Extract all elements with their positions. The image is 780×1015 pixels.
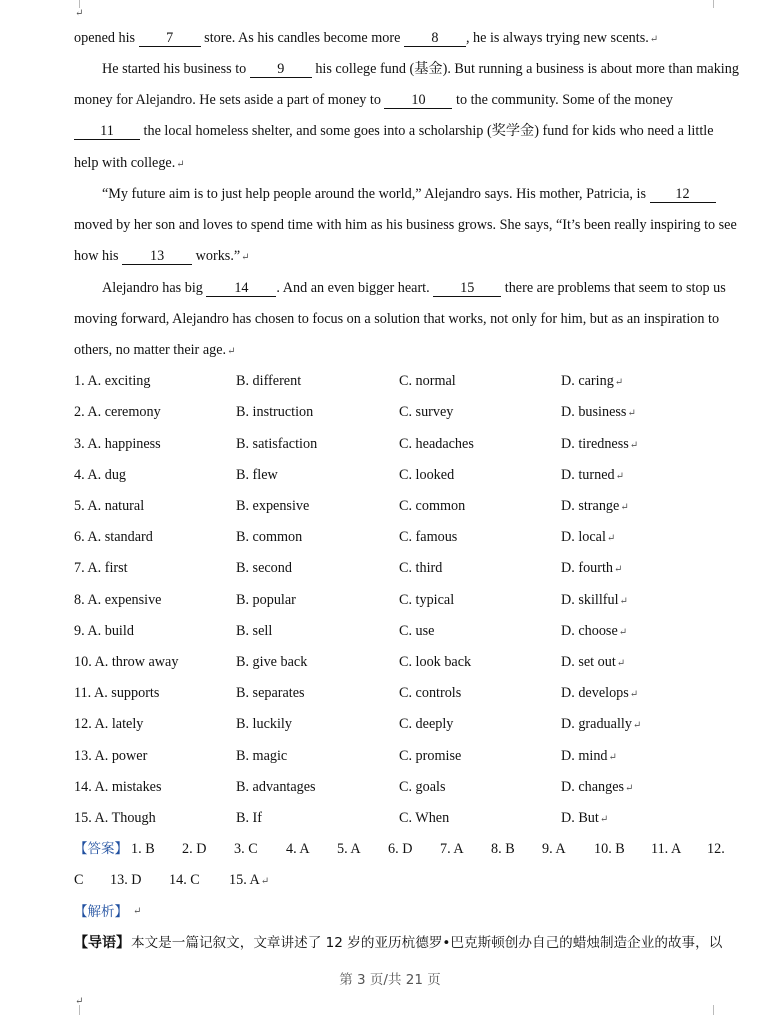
option-row <box>74 527 728 547</box>
page-corner-mark <box>69 1005 80 1015</box>
option-d: D. turned↵ <box>561 467 624 483</box>
answer-item: 4. A <box>286 841 310 857</box>
option-b: B. advantages <box>236 779 316 795</box>
guide-line <box>74 933 728 953</box>
paragraph-mark: ↵ <box>75 996 84 1007</box>
blank-8: 8 <box>404 30 466 47</box>
option-row <box>74 714 728 734</box>
option-c: C. headaches <box>399 436 474 452</box>
passage-line <box>102 278 728 298</box>
option-a: 10. A. throw away <box>74 654 179 670</box>
option-d: D. business↵ <box>561 404 636 420</box>
option-b: B. expensive <box>236 498 310 514</box>
option-c: C. When <box>399 810 450 826</box>
analysis-line <box>74 902 728 922</box>
text-run: “My future aim is to just help people around the world,” Alejandro says. His mother, Patricia, is <box>102 186 646 202</box>
option-row <box>74 621 728 641</box>
option-b: B. luckily <box>236 716 292 732</box>
option-b: B. magic <box>236 748 288 764</box>
option-b: B. separates <box>236 685 305 701</box>
option-row <box>74 402 728 422</box>
option-b: B. different <box>236 373 302 389</box>
text-run: Alejandro has big <box>102 280 203 296</box>
option-a: 11. A. supports <box>74 685 160 701</box>
answer-item: 12. <box>707 841 725 857</box>
text-run: works.” <box>195 248 241 264</box>
option-b: B. common <box>236 529 303 545</box>
option-d: D. But↵ <box>561 810 609 826</box>
paragraph-mark: ↵ <box>176 159 185 170</box>
answer-item: 7. A <box>440 841 464 857</box>
option-a: 7. A. first <box>74 560 128 576</box>
text-run: there are problems that seem to stop us <box>504 280 726 296</box>
text-run: , he is always trying new scents. <box>465 30 649 46</box>
option-row <box>74 465 728 485</box>
text-run: money for Alejandro. He sets aside a part of money to <box>74 92 381 108</box>
answer-item: C <box>74 872 84 888</box>
blank-14: 14 <box>206 280 276 297</box>
option-d: D. strange↵ <box>561 498 629 514</box>
passage-line <box>102 184 728 204</box>
empty-paragraph <box>74 990 728 1012</box>
option-a: 8. A. expensive <box>74 592 162 608</box>
option-b: B. sell <box>236 623 273 639</box>
passage-line <box>74 246 728 268</box>
guide-label: 【导语】 <box>74 935 130 951</box>
blank-7: 7 <box>139 30 201 47</box>
option-d: D. fourth↵ <box>561 560 623 576</box>
paragraph-mark: ↵ <box>227 346 236 357</box>
text-run: opened his <box>74 30 136 46</box>
option-d: D. mind↵ <box>561 748 617 764</box>
option-c: C. controls <box>399 685 462 701</box>
option-c: C. normal <box>399 373 456 389</box>
blank-13: 13 <box>122 248 192 265</box>
answer-item: 10. B <box>594 841 625 857</box>
answer-item: 2. D <box>182 841 207 857</box>
empty-paragraph <box>74 2 728 24</box>
option-d: D. changes↵ <box>561 779 634 795</box>
passage-line <box>74 153 728 175</box>
text-run: the local homeless shelter, and some goes into a scholarship (奖学金) fund for kids who need a little <box>143 123 714 139</box>
answer-item: 1. B <box>131 841 155 857</box>
option-b: B. flew <box>236 467 278 483</box>
option-a: 9. A. build <box>74 623 134 639</box>
option-c: C. look back <box>399 654 472 670</box>
option-a: 2. A. ceremony <box>74 404 161 420</box>
option-row <box>74 434 728 454</box>
option-row <box>74 746 728 766</box>
passage-line <box>102 59 739 79</box>
option-c: C. promise <box>399 748 462 764</box>
blank-15: 15 <box>433 280 501 297</box>
option-a: 1. A. exciting <box>74 373 151 389</box>
passage-line <box>74 340 728 362</box>
option-c: C. typical <box>399 592 455 608</box>
answer-item: 14. C <box>169 872 200 888</box>
paragraph-mark: ↵ <box>649 34 659 45</box>
text-run: moved by her son and loves to spend time with him as his business grows. She says, “It’s been really inspiring to see <box>74 217 737 233</box>
option-d: D. develops↵ <box>561 685 639 701</box>
analysis-label: 【解析】 <box>74 904 128 920</box>
option-row <box>74 777 728 797</box>
page-number: 第 3 页/共 21 页 <box>339 972 441 988</box>
page-corner-mark <box>713 1005 724 1015</box>
option-a: 15. A. Though <box>74 810 156 826</box>
option-d: D. skillful↵ <box>561 592 628 608</box>
text-run: help with college. <box>74 155 176 171</box>
text-run: others, no matter their age. <box>74 342 227 358</box>
option-a: 13. A. power <box>74 748 148 764</box>
option-b: B. give back <box>236 654 308 670</box>
option-d: D. set out↵ <box>561 654 626 670</box>
option-d: D. caring↵ <box>561 373 624 389</box>
answer-item: 6. D <box>388 841 413 857</box>
option-row <box>74 496 728 516</box>
answer-item: 15. A↵ <box>229 872 270 888</box>
option-a: 6. A. standard <box>74 529 153 545</box>
passage-line <box>74 90 728 110</box>
option-c: C. famous <box>399 529 458 545</box>
option-row <box>74 371 728 391</box>
text-run: moving forward, Alejandro has chosen to focus on a solution that works, not only for him, but as an inspiration to <box>74 311 720 327</box>
option-c: C. survey <box>399 404 454 420</box>
answer-item: 9. A <box>542 841 566 857</box>
text-run: . And an even bigger heart. <box>276 280 430 296</box>
option-c: C. deeply <box>399 716 454 732</box>
option-row <box>74 683 728 703</box>
paragraph-mark: ↵ <box>75 8 84 19</box>
option-a: 3. A. happiness <box>74 436 161 452</box>
option-c: C. use <box>399 623 435 639</box>
blank-12: 12 <box>650 186 716 203</box>
option-row <box>74 808 728 828</box>
option-d: D. tiredness↵ <box>561 436 639 452</box>
paragraph-mark: ↵ <box>133 906 142 917</box>
text-run: his college fund (基金). But running a business is about more than making <box>315 61 739 77</box>
text-run: store. As his candles become more <box>204 30 401 46</box>
passage-line <box>74 121 728 141</box>
text-run: how his <box>74 248 119 264</box>
option-b: B. If <box>236 810 263 826</box>
answer-label: 【答案】 <box>74 841 128 857</box>
passage-line <box>74 28 728 50</box>
text-run: He started his business to <box>102 61 247 77</box>
option-c: C. looked <box>399 467 455 483</box>
answer-item: 13. D <box>110 872 142 888</box>
passage-line <box>74 309 728 329</box>
option-c: C. common <box>399 498 466 514</box>
option-b: B. instruction <box>236 404 314 420</box>
option-d: D. choose↵ <box>561 623 628 639</box>
guide-text: 本文是一篇记叙文，文章讲述了 12 岁的亚历杭德罗•巴克斯顿创办自己的蜡烛制造企业的故事，以 <box>131 935 723 951</box>
answer-line <box>74 870 728 890</box>
answer-item: 11. A <box>651 841 682 857</box>
paragraph-mark: ↵ <box>241 252 250 263</box>
option-a: 5. A. natural <box>74 498 145 514</box>
option-c: C. third <box>399 560 443 576</box>
option-d: D. local↵ <box>561 529 616 545</box>
blank-10: 10 <box>384 92 452 109</box>
option-b: B. satisfaction <box>236 436 318 452</box>
option-row <box>74 558 728 578</box>
option-a: 14. A. mistakes <box>74 779 162 795</box>
page-footer <box>0 970 780 991</box>
passage-line <box>74 215 737 235</box>
answer-line <box>74 839 728 859</box>
option-b: B. popular <box>236 592 296 608</box>
option-d: D. gradually↵ <box>561 716 642 732</box>
answer-item: 5. A <box>337 841 361 857</box>
text-run: to the community. Some of the money <box>456 92 673 108</box>
answer-item: 8. B <box>491 841 515 857</box>
option-a: 4. A. dug <box>74 467 127 483</box>
option-b: B. second <box>236 560 292 576</box>
blank-11: 11 <box>74 123 140 140</box>
answer-item: 3. C <box>234 841 258 857</box>
option-row <box>74 590 728 610</box>
option-c: C. goals <box>399 779 446 795</box>
option-row <box>74 652 728 672</box>
blank-9: 9 <box>250 61 312 78</box>
option-a: 12. A. lately <box>74 716 144 732</box>
